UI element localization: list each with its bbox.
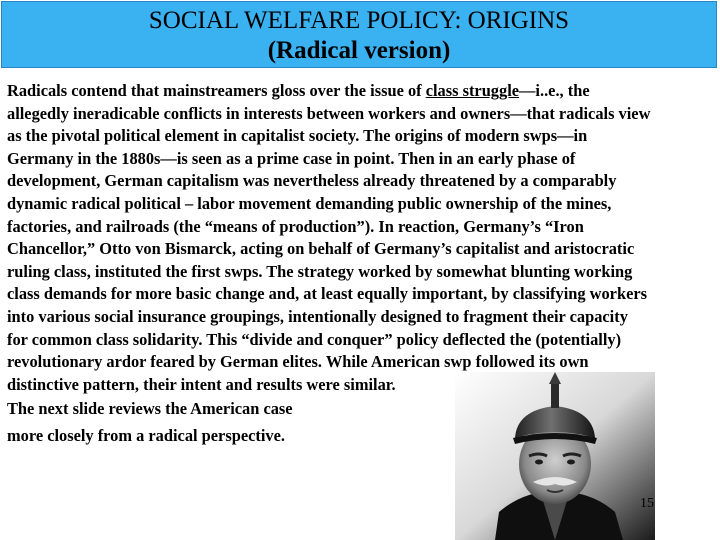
portrait-photo-icon (455, 372, 655, 540)
body-line: ruling class, instituted the first swps. The strategy worked by somewhat blunting working (7, 261, 633, 281)
next-slide-note: The next slide reviews the American case (7, 399, 293, 419)
body-line: revolutionary ardor feared by German elites. While American swp followed its own (7, 352, 589, 372)
body-line: Germany in the 1880s—is seen as a prime case in point. Then in an early phase of (7, 148, 576, 168)
body-line-text: Radicals contend that mainstreamers gloss over the issue of (7, 81, 426, 100)
next-slide-note: more closely from a radical perspective. (7, 425, 285, 445)
body-line-text: —i..e., the (519, 81, 590, 100)
body-line: allegedly ineradicable conflicts in interests between workers and owners—that radicals view (7, 103, 651, 123)
body-line (7, 80, 717, 103)
bismarck-portrait (455, 372, 655, 540)
body-line: for common class solidarity. This “divide and conquer” policy deflected the (potentially) (7, 329, 622, 349)
body-line: development, German capitalism was nevertheless already threatened by a comparably (7, 171, 617, 191)
slide-title: SOCIAL WELFARE POLICY: ORIGINS (148, 7, 570, 34)
body-line: into various social insurance groupings, intentionally designed to fragment their capacity (7, 306, 628, 326)
body-line: as the pivotal political element in capitalist society. The origins of modern swps—in (7, 126, 588, 146)
slide-title-banner (1, 1, 717, 68)
body-line: class demands for more basic change and, at least equally important, by classifying workers (7, 284, 648, 304)
slide-subtitle: (Radical version) (267, 37, 451, 64)
body-line: dynamic radical political – labor movement demanding public ownership of the mines, (7, 193, 612, 213)
class-struggle-term: class struggle (425, 81, 520, 100)
slide-number: 15 (640, 496, 654, 511)
body-line: distinctive pattern, their intent and results were similar. (7, 374, 396, 394)
body-line: Chancellor,” Otto von Bismarck, acting on behalf of Germany’s capitalist and aristocratic (7, 239, 635, 259)
body-line: factories, and railroads (the “means of production”). In reaction, Germany’s “Iron (7, 216, 584, 236)
